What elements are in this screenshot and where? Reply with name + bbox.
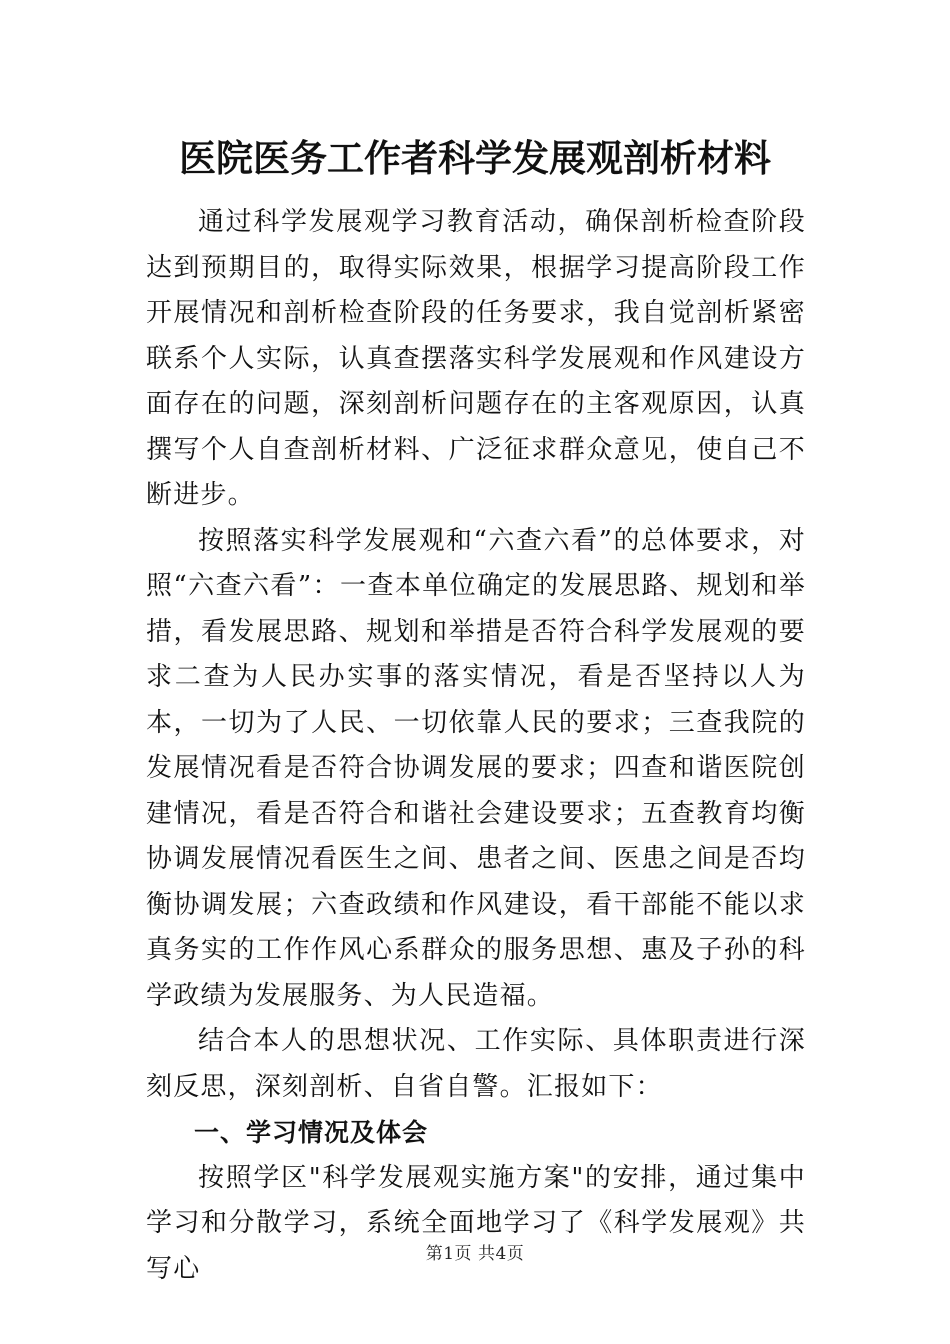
page-number-footer: 第1页 共4页 [425, 1244, 525, 1264]
section-heading: 一、学习情况及体会 [194, 1118, 429, 1147]
paragraph-reflection: 结合本人的思想状况、工作实际、具体职责进行深刻反思，深刻剖析、自省自警。汇报如下： [146, 1026, 806, 1102]
paragraph-six-checks: 按照落实科学发展观和“六查六看”的总体要求，对照“六查六看”：一查本单位确定的发展思路、规划和举措，看发展思路、规划和举措是否符合科学发展观的要求二查为人民办实事的落实情况，看是否坚持以人为本，一切为了人民、一切依靠人民的要求；三查我院的发展情况看是否符合协调发展的要求；四查和谐医院创建情况，看是否符合和谐社会建设要求；五查教育均衡协调发展情况看医生之间、患者之间、医患之间是否均衡协调发展；六查政绩和作风建设，看干部能不能以求真务实的工作作风心系群众的服务思想、惠及子孙的科学政绩为发展服务、为人民造福。 [146, 525, 806, 1011]
paragraph-study: 按照学区"科学发展观实施方案"的安排，通过集中学习和分散学习，系统全面地学习了《科学发展观》共写心 [146, 1162, 806, 1284]
document-body [146, 200, 806, 1292]
document-title: 医院医务工作者科学发展观剖析材料 [179, 136, 771, 180]
paragraph-intro: 通过科学发展观学习教育活动，确保剖析检查阶段达到预期目的，取得实际效果，根据学习提高阶段工作开展情况和剖析检查阶段的任务要求，我自觉剖析紧密联系个人实际，认真查摆落实科学发展观和作风建设方面存在的问题，深刻剖析问题存在的主客观原因，认真撰写个人自查剖析材料、广泛征求群众意见，使自己不断进步。 [146, 207, 806, 510]
